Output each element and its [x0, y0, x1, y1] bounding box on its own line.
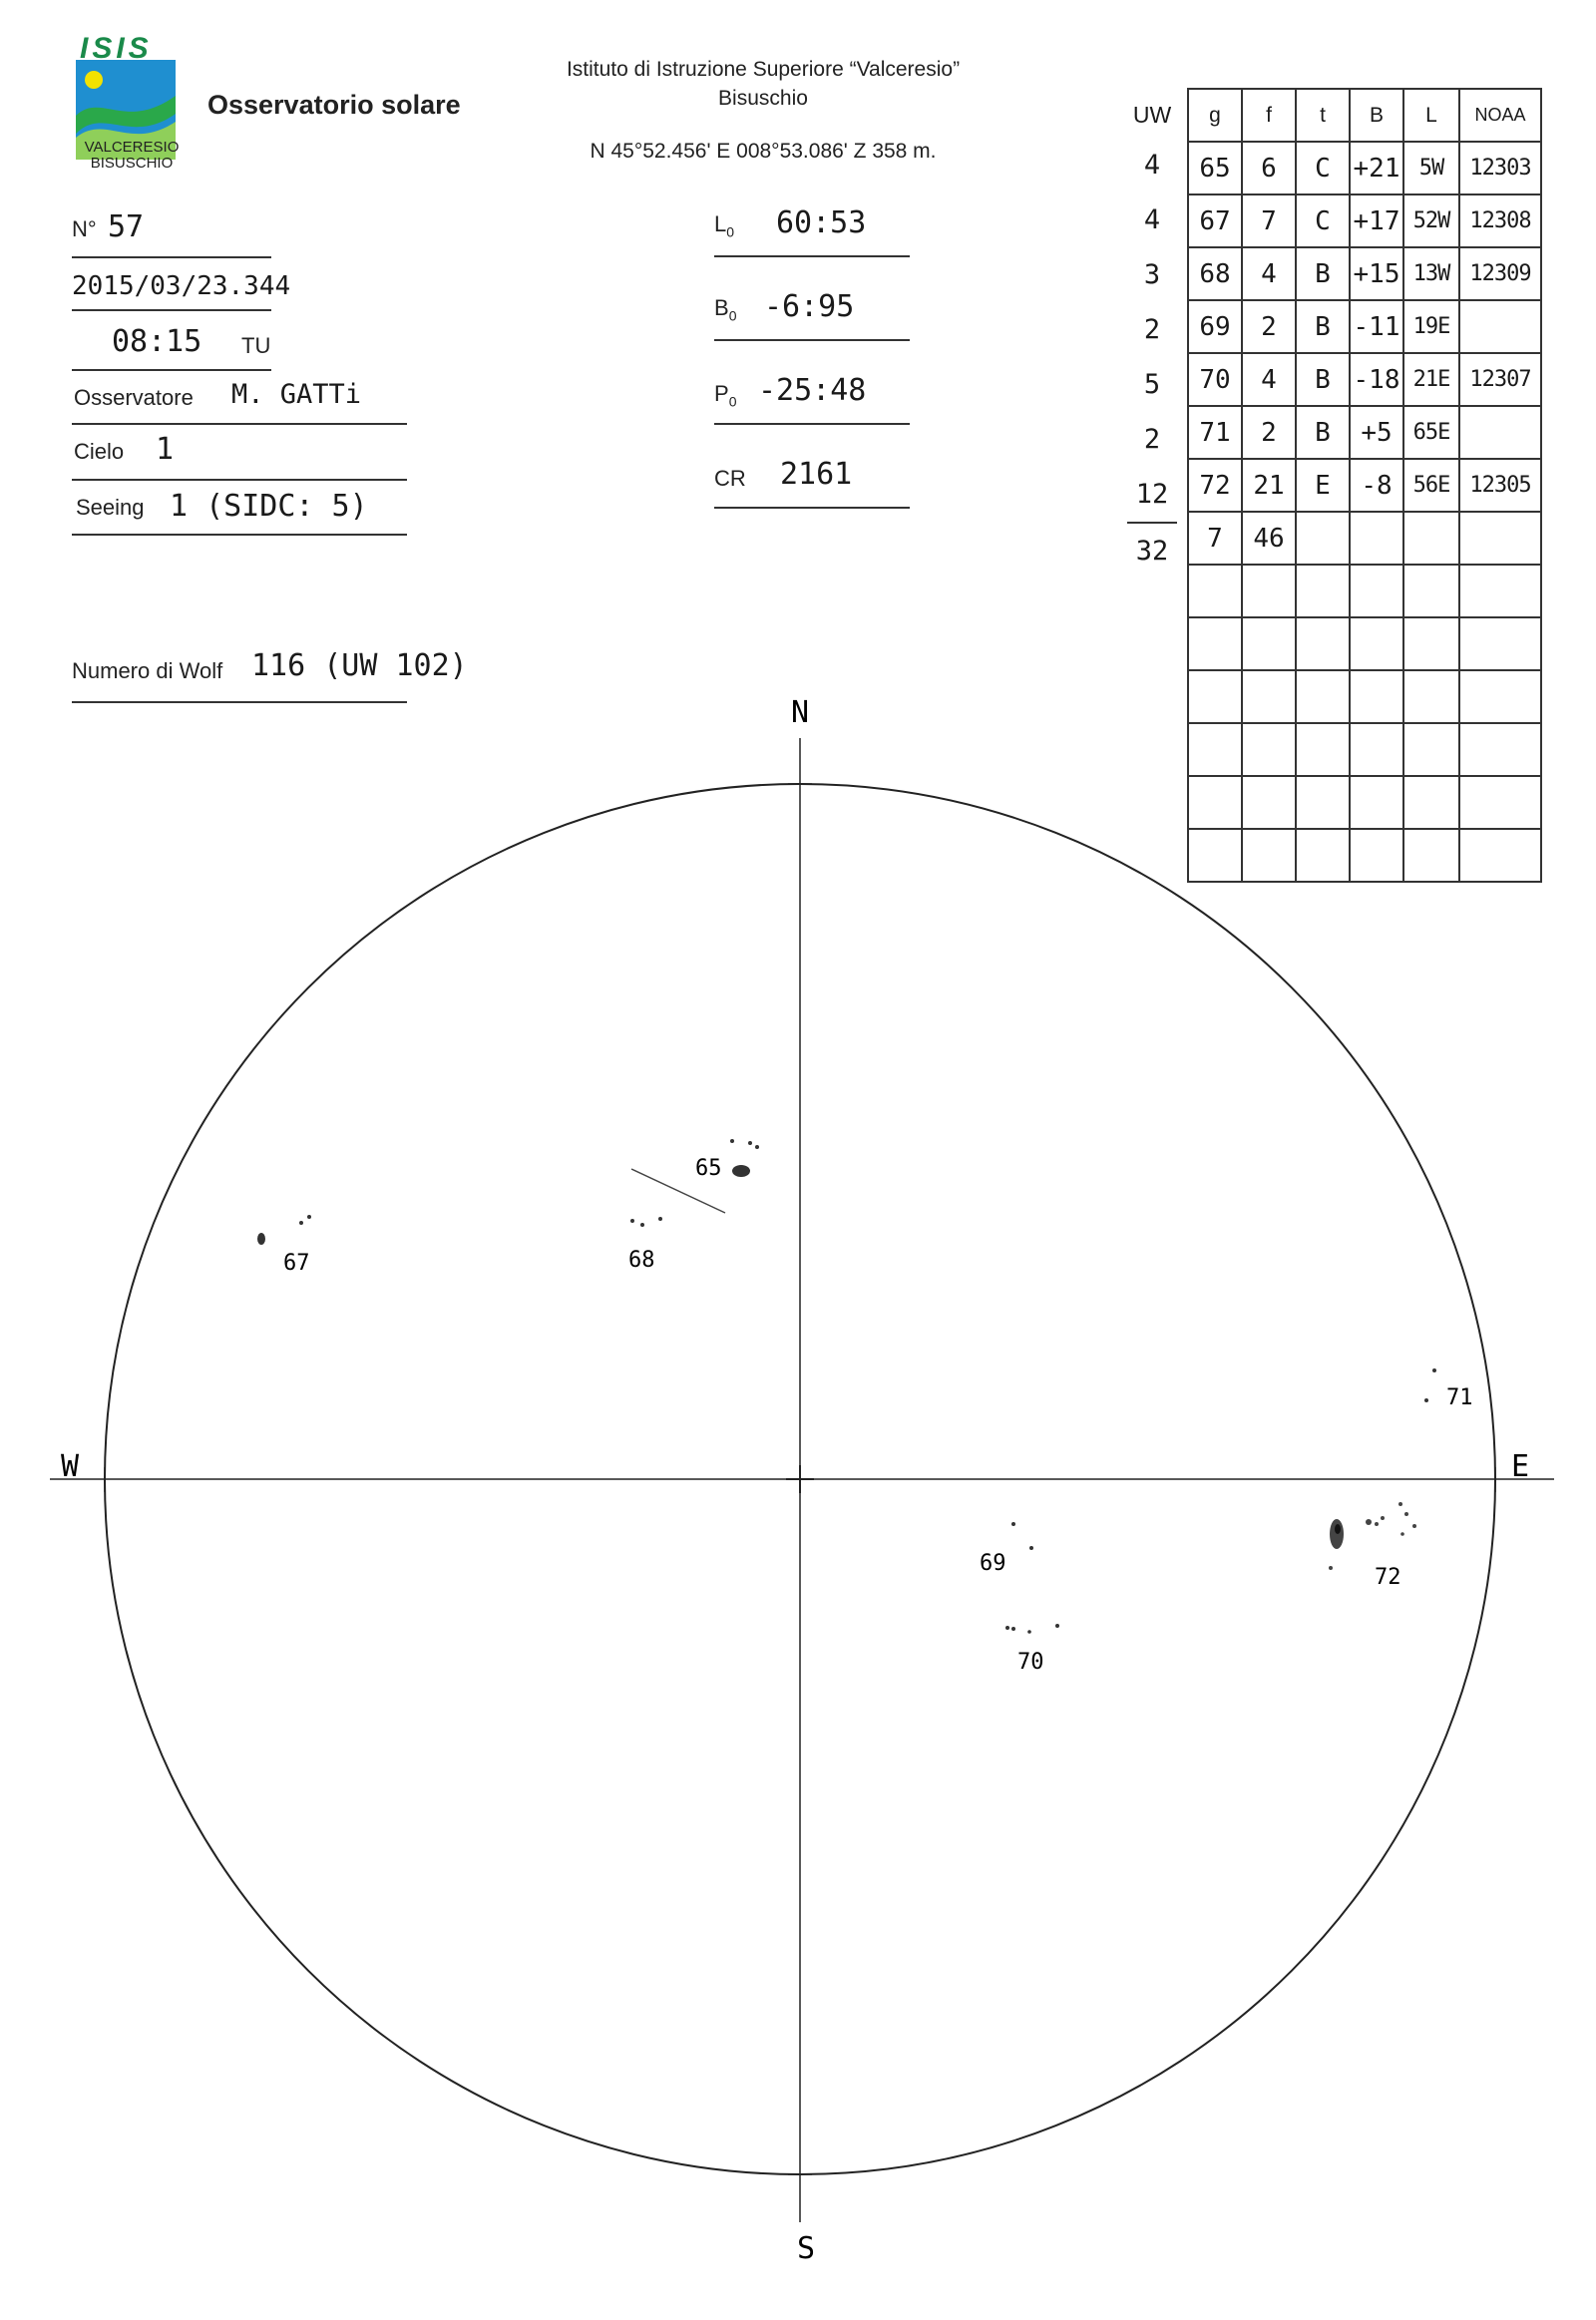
table-cell-t: B — [1296, 300, 1350, 353]
col-header-noaa: NOAA — [1459, 89, 1541, 142]
number-label: N° — [72, 216, 97, 241]
observer-name: M. GATTi — [231, 379, 362, 410]
table-cell-g: 71 — [1188, 406, 1242, 459]
table-cell-g: 69 — [1188, 300, 1242, 353]
uw-cell: 2 — [1143, 424, 1161, 455]
table-cell-g: 72 — [1188, 459, 1242, 512]
south-label: S — [796, 2231, 816, 2266]
wolf-number: 116 (UW 102) — [251, 648, 468, 683]
group-label-68: 68 — [628, 1248, 655, 1273]
group-label-71: 71 — [1446, 1385, 1473, 1410]
sunspot — [755, 1145, 759, 1149]
sunspot — [1055, 1624, 1059, 1628]
carrington-rotation: 2161 — [780, 457, 853, 492]
east-label: E — [1510, 1449, 1530, 1484]
table-cell-f: 21 — [1242, 459, 1296, 512]
l0-value: 60:53 — [776, 205, 867, 240]
north-label: N — [790, 695, 810, 730]
sunspot — [1027, 1630, 1031, 1634]
b0-label: $B_0$ — [714, 295, 737, 324]
observation-time: 08:15 — [112, 324, 202, 359]
sunspot — [748, 1141, 752, 1145]
table-cell-t: C — [1296, 142, 1350, 194]
sunspot — [1412, 1524, 1416, 1528]
uw-cell: 2 — [1143, 314, 1161, 345]
sunspot — [1011, 1522, 1015, 1526]
sunspot — [640, 1223, 644, 1227]
p0-value: -25:48 — [758, 373, 867, 408]
table-cell-g: 65 — [1188, 142, 1242, 194]
sunspot-group-70 — [1005, 1624, 1059, 1675]
cr-label: CR — [714, 466, 746, 491]
logo-caption-line2: BISUSCHIO — [90, 155, 174, 172]
sunspot — [1398, 1502, 1402, 1506]
table-cell-t: C — [1296, 194, 1350, 247]
group-label-67: 67 — [283, 1251, 310, 1276]
wolf-label: Numero di Wolf — [72, 658, 223, 683]
sunspot — [630, 1219, 634, 1223]
l0-label: $L_0$ — [714, 211, 735, 240]
table-cell-g: 68 — [1188, 247, 1242, 300]
table-cell-t: B — [1296, 247, 1350, 300]
sunspot-group-71 — [1424, 1368, 1473, 1410]
sunspot — [307, 1215, 311, 1219]
table-cell-l: 19E — [1403, 300, 1459, 353]
uw-total: 32 — [1127, 522, 1177, 579]
table-cell-t: E — [1296, 459, 1350, 512]
seeing-value: 1 (SIDC: 5) — [170, 489, 368, 524]
sunspot-group-69 — [980, 1522, 1033, 1576]
group-label-65: 65 — [695, 1156, 722, 1181]
uw-cell: 4 — [1143, 204, 1161, 235]
sunspot — [257, 1233, 265, 1245]
table-total-f: 46 — [1242, 512, 1296, 565]
col-header-l: L — [1403, 89, 1459, 142]
group-label-69: 69 — [980, 1551, 1006, 1576]
sunspot — [730, 1139, 734, 1143]
sunspot — [299, 1221, 303, 1225]
sunspot — [1366, 1519, 1372, 1525]
table-cell-noaa: 12308 — [1459, 194, 1541, 247]
table-cell-g: 70 — [1188, 353, 1242, 406]
uw-header: UW — [1132, 101, 1172, 128]
institute-name: Istituto di Istruzione Superiore “Valceresio” — [566, 58, 961, 81]
col-header-g: g — [1188, 89, 1242, 142]
uw-cell: 5 — [1143, 369, 1161, 400]
sunspot — [658, 1217, 662, 1221]
table-cell-l: 56E — [1403, 459, 1459, 512]
observatory-title: Osservatorio solare — [207, 90, 461, 120]
b0-value: -6:95 — [764, 289, 855, 324]
site-coordinates: N 45°52.456' E 008°53.086' Z 358 m. — [590, 140, 937, 163]
sunspot — [1381, 1516, 1385, 1520]
sunspot — [1404, 1512, 1408, 1516]
col-header-f: f — [1242, 89, 1296, 142]
sunspot — [1330, 1519, 1344, 1549]
table-cell-noaa: 12303 — [1459, 142, 1541, 194]
sunspot — [732, 1165, 750, 1177]
table-cell-b: +21 — [1350, 142, 1403, 194]
table-cell-b: -11 — [1350, 300, 1403, 353]
west-label: W — [60, 1449, 80, 1484]
group-label-70: 70 — [1017, 1650, 1044, 1675]
observation-date: 2015/03/23.344 — [72, 271, 291, 301]
sheet-number: 57 — [108, 209, 145, 244]
table-cell-f: 4 — [1242, 247, 1296, 300]
sky-value: 1 — [156, 432, 175, 467]
table-total-g: 7 — [1188, 512, 1242, 565]
sunspot — [1329, 1566, 1333, 1570]
uw-cell: 12 — [1135, 479, 1169, 510]
table-cell-f: 6 — [1242, 142, 1296, 194]
sunspot — [1011, 1627, 1015, 1631]
sunspot-group-72 — [1329, 1502, 1416, 1590]
table-cell-f: 2 — [1242, 300, 1296, 353]
table-cell-t: B — [1296, 406, 1350, 459]
table-cell-f: 2 — [1242, 406, 1296, 459]
table-cell-l: 5W — [1403, 142, 1459, 194]
table-cell-l: 13W — [1403, 247, 1459, 300]
time-unit: TU — [241, 333, 271, 358]
table-cell-noaa: 12309 — [1459, 247, 1541, 300]
table-cell-b: -8 — [1350, 459, 1403, 512]
table-cell-g: 67 — [1188, 194, 1242, 247]
table-cell-b: -18 — [1350, 353, 1403, 406]
uw-cell: 4 — [1143, 150, 1161, 181]
p0-label: $P_0$ — [714, 381, 737, 410]
table-cell-noaa: 12307 — [1459, 353, 1541, 406]
table-cell-f: 4 — [1242, 353, 1296, 406]
table-cell-l: 21E — [1403, 353, 1459, 406]
table-cell-l: 65E — [1403, 406, 1459, 459]
table-cell-f: 7 — [1242, 194, 1296, 247]
table-cell-b: +15 — [1350, 247, 1403, 300]
sunspot — [1432, 1368, 1436, 1372]
table-cell-b: +17 — [1350, 194, 1403, 247]
sunspot-group-67 — [257, 1215, 311, 1276]
logo-wordmark: ISIS — [80, 32, 153, 65]
uw-cell: 3 — [1143, 259, 1161, 290]
sunspot — [1335, 1524, 1341, 1534]
table-cell-l: 52W — [1403, 194, 1459, 247]
sunspot — [1424, 1398, 1428, 1402]
table-cell-b: +5 — [1350, 406, 1403, 459]
table-cell-noaa: 12305 — [1459, 459, 1541, 512]
col-header-t: t — [1296, 89, 1350, 142]
institute-town: Bisuschio — [718, 87, 808, 110]
sunspot — [1400, 1532, 1404, 1536]
observer-label: Osservatore — [74, 385, 194, 410]
seeing-label: Seeing — [76, 495, 145, 520]
table-cell-t: B — [1296, 353, 1350, 406]
sunspot-group-68 — [628, 1217, 662, 1273]
logo-caption-line1: VALCERESIO — [84, 139, 180, 156]
sunspot — [1005, 1626, 1009, 1630]
group-label-72: 72 — [1375, 1565, 1401, 1590]
sunspot — [1375, 1522, 1379, 1526]
sunspot-group-65 — [695, 1139, 759, 1181]
sky-label: Cielo — [74, 439, 125, 464]
col-header-b: B — [1350, 89, 1403, 142]
sunspot — [1029, 1546, 1033, 1550]
